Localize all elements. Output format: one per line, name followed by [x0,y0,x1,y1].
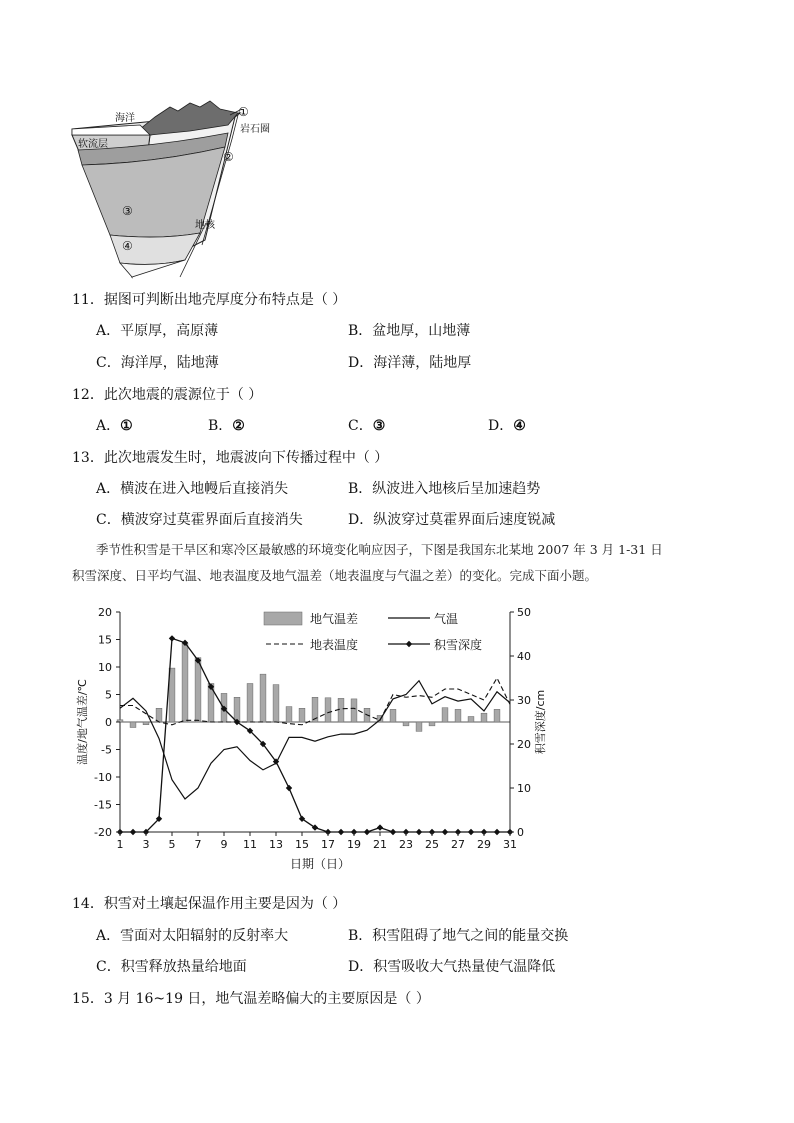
y-right-tick-label: 10 [517,782,531,795]
q12-option-d[interactable] [488,415,526,435]
legend-snow-label: 积雪深度 [434,638,483,652]
diff-bar [403,722,409,726]
y-right-tick-label: 20 [517,738,531,751]
q13-option-c[interactable]: C．横波穿过莫霍界面后直接消失 [96,512,303,528]
x-tick-label: 1 [116,838,124,851]
y-axis-left-label: 温度/地气温差/℃ [76,679,89,765]
x-tick-label: 25 [425,838,439,851]
q13-option-d[interactable]: D．纵波穿过莫霍界面后速度锐减 [348,512,556,528]
intro-line-2: 积雪深度、日平均气温、地表温度及地气温差（地表温度与气温之差）的变化。完成下面小题。 [72,568,598,583]
q12-option-b[interactable] [208,415,245,435]
diff-bar [442,708,448,722]
diff-bar [416,722,422,731]
q12-option-a[interactable] [96,415,133,435]
y-right-tick-label: 0 [517,826,524,839]
q12-option-c[interactable] [348,415,385,435]
label-lithosphere: 岩石圈 [240,124,270,135]
label-asthenosphere: 软流层 [78,139,108,150]
q14-option-d[interactable]: D．积雪吸收大气热量使气温降低 [348,959,556,975]
q13-option-b[interactable]: B．纵波进入地核后呈加速趋势 [348,481,541,497]
diff-bar [260,674,266,722]
x-tick-label: 31 [503,838,517,851]
snow-depth-point [169,635,175,641]
snow-depth-point [416,829,422,835]
q11-stem: 11．据图可判断出地壳厚度分布特点是（ ） [72,292,347,308]
legend-air-label: 气温 [434,612,459,626]
q14-option-a[interactable]: A．雪面对太阳辐射的反射率大 [96,928,289,944]
label-core: 地核 [195,220,215,231]
x-tick-label: 5 [168,838,176,851]
x-tick-label: 13 [269,838,283,851]
y-right-tick-label: 30 [517,694,531,707]
legend-diff-swatch [264,612,302,625]
mark-3: ③ [122,204,133,218]
x-tick-label: 15 [295,838,309,851]
diff-bar [195,658,201,722]
snow-depth-point [377,824,383,830]
y-right-tick-label: 50 [517,606,531,619]
diff-bar [468,717,474,723]
q15-stem: 15．3 月 16~19 日，地气温差略偏大的主要原因是（ ） [72,991,430,1007]
q11-option-d[interactable]: D．海洋薄，陆地厚 [348,355,472,371]
label-ocean: 海洋 [115,113,135,124]
diff-bar [169,668,175,722]
y-axis-right-label: 积雪深度/cm [534,689,547,755]
diff-bar [130,722,136,728]
y-left-tick-label: -20 [94,826,112,839]
q14-option-c[interactable]: C．积雪释放热量给地面 [96,959,247,975]
mark-1: ① [238,105,249,119]
diff-bar [429,722,435,726]
y-right-tick-label: 40 [517,650,531,663]
snow-temperature-chart [70,600,550,878]
snow-depth-point [130,829,136,835]
q11-option-b[interactable]: B．盆地厚，山地薄 [348,323,471,339]
diff-bar [481,713,487,722]
q12-option-a-letter: A． [96,418,121,434]
q13-option-a[interactable]: A．横波在进入地幔后直接消失 [96,481,289,497]
x-tick-label: 29 [477,838,491,851]
q12-option-b-mark: ② [232,418,245,434]
legend-diff-label: 地气温差 [310,612,359,626]
mark-4: ④ [122,239,133,253]
diff-bar [338,698,344,722]
diff-bar [351,699,357,722]
y-left-tick-label: -15 [94,798,112,812]
snow-depth-point [468,829,474,835]
y-left-tick-label: -5 [101,743,112,757]
earth-structure-diagram [60,95,290,285]
diff-bar [273,685,279,722]
x-tick-label: 3 [142,838,150,851]
diff-bar [455,709,461,722]
q13-stem: 13．此次地震发生时，地震波向下传播过程中（ ） [72,450,389,466]
diff-bar [156,708,162,722]
x-tick-label: 9 [220,838,228,851]
diff-bar [247,684,253,723]
snow-depth-point [494,829,500,835]
snow-depth-point [338,829,344,835]
snow-depth-point [442,829,448,835]
x-axis-label: 日期（日） [289,857,351,871]
x-tick-label: 17 [321,838,335,851]
diff-bar [286,707,292,722]
x-tick-label: 19 [347,838,361,851]
diff-bar [494,709,500,722]
q12-option-a-mark: ① [120,418,133,434]
q12-stem: 12．此次地震的震源位于（ ） [72,387,263,403]
x-tick-label: 7 [194,838,202,851]
q11-option-c[interactable]: C．海洋厚，陆地薄 [96,355,219,371]
x-tick-label: 11 [243,838,257,851]
y-left-tick-label: 15 [98,633,112,647]
legend-surface-label: 地表温度 [310,638,359,652]
x-tick-label: 27 [451,838,465,851]
y-left-tick-label: 20 [98,606,112,619]
snow-depth-line [120,638,510,832]
y-left-tick-label: -10 [94,771,112,784]
diff-bar [325,698,331,722]
q12-option-b-letter: B． [208,418,233,434]
snow-depth-point [390,829,396,835]
diff-bar [299,708,305,722]
q12-option-d-letter: D． [488,418,514,434]
snow-depth-point [286,785,292,791]
intro-line-1: 季节性积雪是干旱区和寒冷区最敏感的环境变化响应因子，下图是我国东北某地 2007 年 3 月 1-31 日 [96,542,663,557]
x-tick-label: 23 [399,838,413,851]
y-left-tick-label: 0 [105,716,112,729]
q12-option-d-mark: ④ [513,418,526,434]
q11-option-a[interactable]: A．平原厚，高原薄 [96,323,219,339]
diff-bar [143,722,149,725]
diff-bar [182,643,188,722]
q12-option-c-mark: ③ [372,418,386,434]
x-tick-label: 21 [373,838,387,851]
legend-snow-marker [406,641,412,647]
y-left-tick-label: 10 [98,661,112,674]
q14-stem: 14．积雪对土壤起保温作用主要是因为（ ） [72,896,347,912]
q14-option-b[interactable]: B．积雪阻碍了地气之间的能量交换 [348,928,569,944]
diff-bar [390,709,396,722]
diff-bar [234,697,240,722]
intro-passage [72,537,726,589]
q12-option-c-letter: C． [348,418,373,434]
y-left-tick-label: 5 [105,688,112,702]
mark-2: ② [223,150,234,164]
snow-depth-point [364,829,370,835]
